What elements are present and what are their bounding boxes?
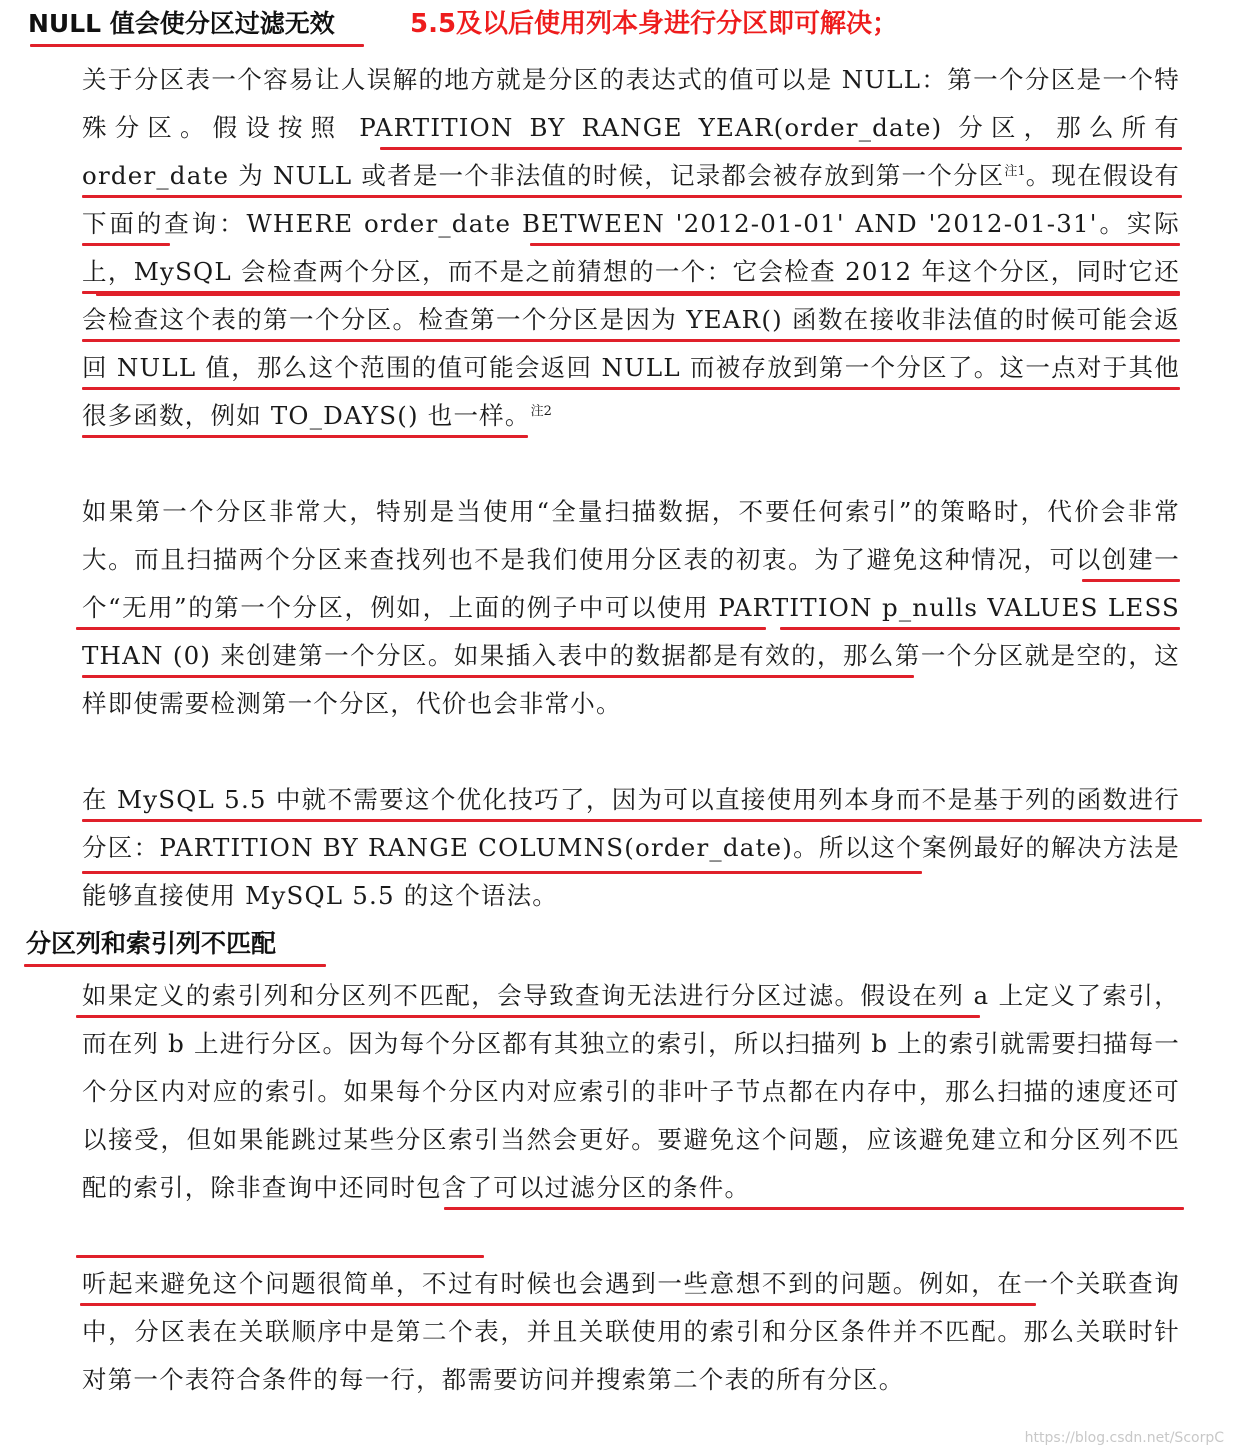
underline-mark	[82, 195, 1182, 198]
footnote-ref-2: 注2	[530, 403, 552, 419]
underline-mark	[76, 1255, 484, 1258]
underline-mark	[76, 1015, 980, 1018]
underline-mark	[82, 243, 170, 246]
paragraph-mysql55: 在 MySQL 5.5 中就不需要这个优化技巧了，因为可以直接使用列本身而不是基于列的函数进行分区：PARTITION BY RANGE COLUMNS(order_date)。所以这个案例最好的解决方法是能够直接使用 MySQL 5.5 的这个语法。	[82, 785, 1180, 910]
handwritten-annotation: 5.5及以后使用列本身进行分区即可解决；	[410, 9, 899, 39]
underline-mark	[96, 293, 1180, 296]
underline-mark	[530, 243, 1180, 246]
underline-mark	[82, 819, 1202, 822]
underline-mark	[380, 147, 1182, 150]
paragraph-text: 关于分区表一个容易让人误解的地方就是分区的表达式的值可以是 NULL：第一个分区是一个特殊分区。假设按照 PARTITION BY RANGE YEAR(order_date) 分区，那么所有 order_date 为 NULL 或者是一个非法值的时候，记录都会被存放到第一个分区	[82, 65, 1180, 190]
section-heading-null: NULL 值会使分区过滤无效	[28, 9, 335, 38]
paragraph-join-example: 听起来避免这个问题很简单，不过有时候也会遇到一些意想不到的问题。例如，在一个关联查询中，分区表在关联顺序中是第二个表，并且关联使用的索引和分区条件并不匹配。那么关联时针对第一个表符合条件的每一行，都需要访问并搜索第二个表的所有分区。	[82, 1269, 1180, 1394]
underline-mark	[82, 435, 528, 438]
underline-mark	[30, 44, 364, 47]
underline-mark	[76, 627, 766, 630]
underline-mark	[82, 387, 1180, 390]
underline-mark	[80, 1303, 1036, 1306]
paragraph-text: 。现在假设有下面的查询：WHERE order_date BETWEEN '2012-01-01' AND '2012-01-31'。实际上，MySQL 会检查两个分区，而不是之前猜想的一个：它会检查 2012 年这个分区，同时它还会检查这个表的第一个分区。检查第一个分区是因为 YEAR() 函数在接收非法值的时候可能会返回 NULL 值，那么这个范围的值可能会返回 NULL 而被存放到第一个分区了。这一点对于其他很多函数，例如 TO_DAYS() 也一样。	[82, 161, 1181, 430]
watermark: https://blog.csdn.net/ScorpC	[1024, 1430, 1224, 1446]
footnote-ref-1: 注1	[1004, 163, 1026, 179]
underline-mark	[82, 339, 1180, 342]
underline-mark	[780, 627, 1180, 630]
paragraph-first-partition-cost: 如果第一个分区非常大，特别是当使用“全量扫描数据，不要任何索引”的策略时，代价会非常大。而且扫描两个分区来查找列也不是我们使用分区表的初衷。为了避免这种情况，可以创建一个“无用”的第一个分区，例如，上面的例子中可以使用 PARTITION p_nulls VALUES LESS THAN (0) 来创建第一个分区。如果插入表中的数据都是有效的，那么第一个分区就是空的，这样即使需要检测第一个分区，代价也会非常小。	[82, 497, 1180, 718]
underline-mark	[82, 871, 922, 874]
underline-mark	[444, 1207, 1184, 1210]
paragraph-index-mismatch: 如果定义的索引列和分区列不匹配，会导致查询无法进行分区过滤。假设在列 a 上定义了索引，而在列 b 上进行分区。因为每个分区都有其独立的索引，所以扫描列 b 上的索引就需要扫描每一个分区内对应的索引。如果每个分区内对应索引的非叶子节点都在内存中，那么扫描的速度还可以接受，但如果能跳过某些分区索引当然会更好。要避免这个问题，应该避免建立和分区列不匹配的索引，除非查询中还同时包含了可以过滤分区的条件。	[82, 981, 1180, 1202]
underline-mark	[1082, 579, 1180, 582]
underline-mark	[82, 675, 914, 678]
underline-mark	[24, 964, 326, 967]
section-heading-index-mismatch: 分区列和索引列不匹配	[26, 929, 277, 958]
paragraph-null-partition	[82, 56, 1180, 440]
